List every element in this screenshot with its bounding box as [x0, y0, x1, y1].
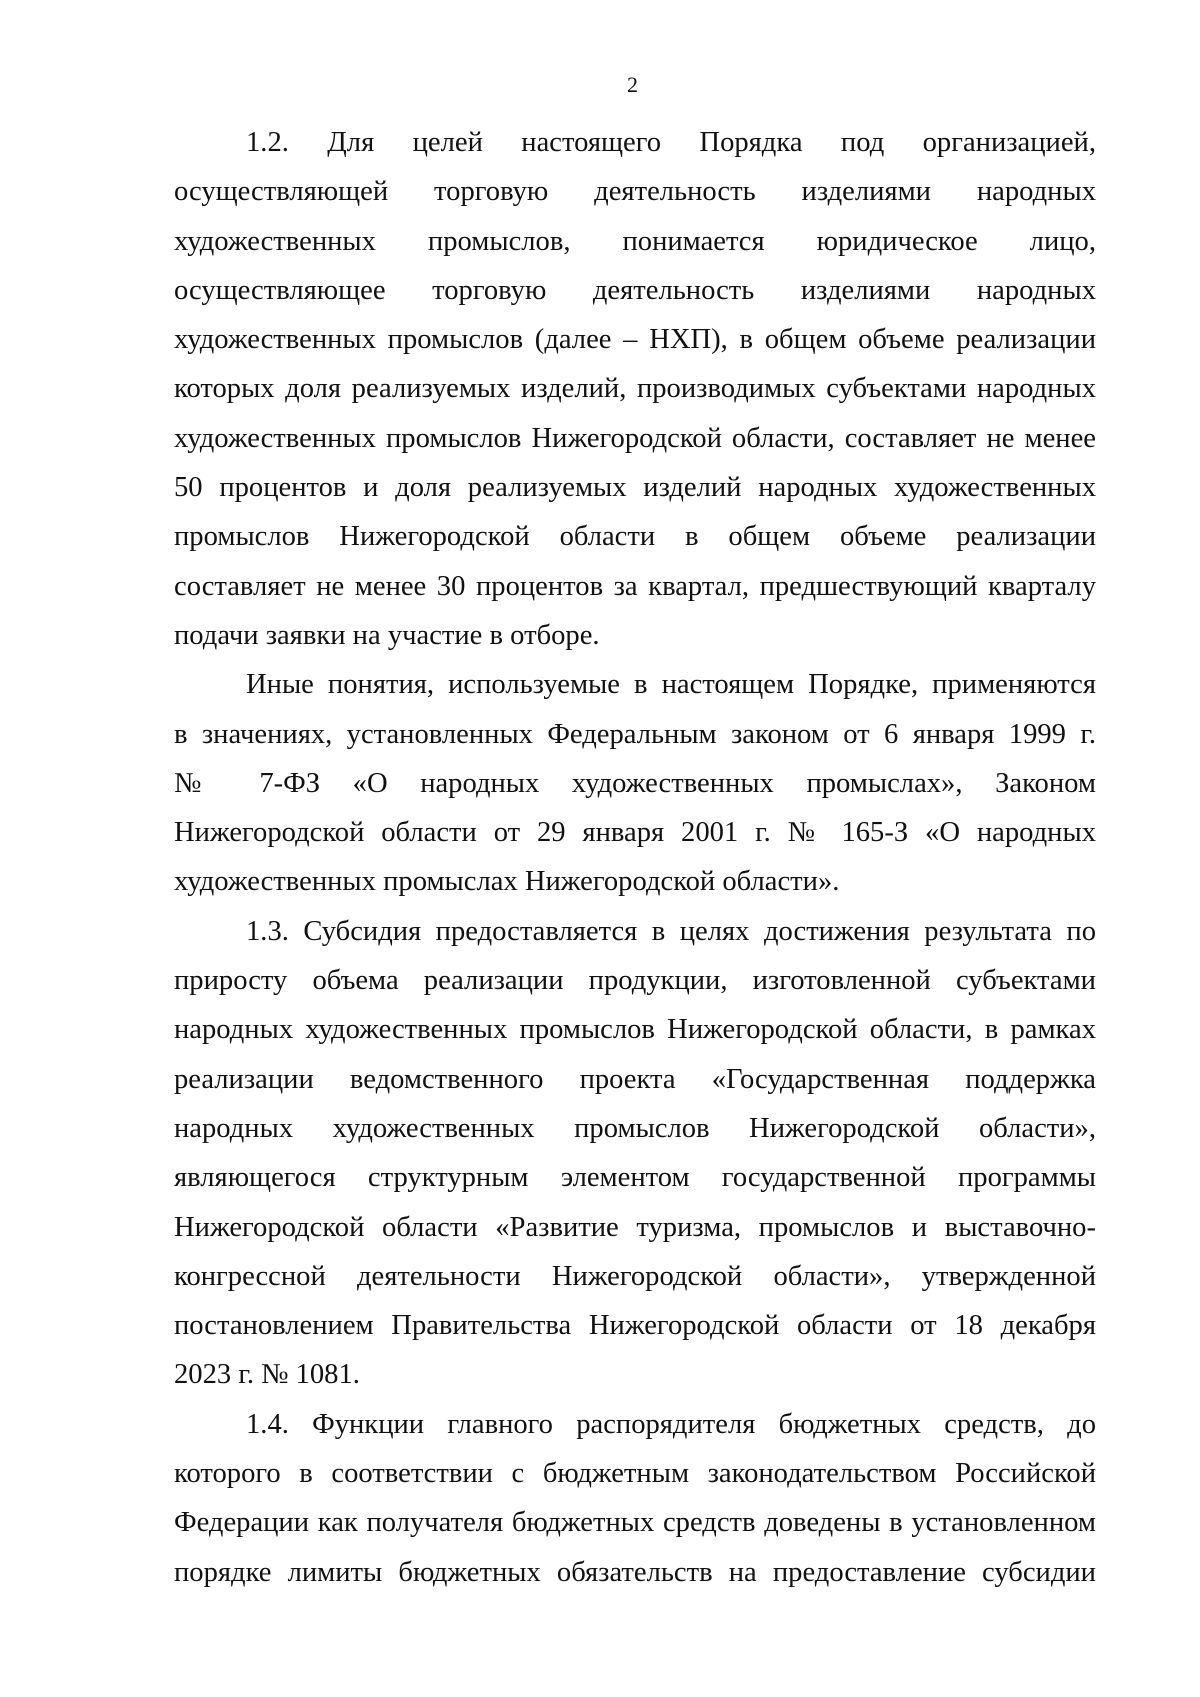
text-line: 2023 г. № 1081. — [174, 1359, 360, 1391]
text-line: Федерации как получателя бюджетных средств доведены в установленном — [174, 1507, 1096, 1539]
document-body — [174, 118, 1096, 1597]
text-line: составляет не менее 30 процентов за квартал, предшествующий кварталу — [174, 570, 1096, 602]
text-line: конгрессной деятельности Нижегородской области», утвержденной — [174, 1260, 1096, 1292]
text-line: 50 процентов и доля реализуемых изделий народных художественных — [174, 472, 1096, 504]
text-line: художественных промыслов Нижегородской области, составляет не менее — [174, 422, 1096, 454]
text-line: приросту объема реализации продукции, изготовленной субъектами — [174, 965, 1096, 997]
text-line: реализации ведомственного проекта «Государственная поддержка — [174, 1063, 1096, 1095]
paragraph-definitions — [174, 660, 1096, 906]
text-line: в значениях, установленных Федеральным законом от 6 января 1999 г. — [174, 718, 1096, 750]
paragraph-1-2 — [174, 118, 1096, 660]
text-line: подачи заявки на участие в отборе. — [174, 619, 600, 651]
text-line: народных художественных промыслов Нижегородской области», — [174, 1112, 1096, 1144]
text-line: которых доля реализуемых изделий, производимых субъектами народных — [174, 373, 1096, 405]
text-line: Иные понятия, используемые в настоящем Порядке, применяются — [246, 669, 1096, 701]
text-line: народных художественных промыслов Нижегородской области, в рамках — [174, 1014, 1096, 1046]
text-line: Нижегородской области «Развитие туризма, промыслов и выставочно- — [174, 1211, 1096, 1243]
paragraph-1-4 — [174, 1400, 1096, 1597]
text-line: осуществляющей торговую деятельность изделиями народных — [174, 176, 1096, 208]
text-line: № 7-ФЗ «О народных художественных промыслах», Законом — [174, 767, 1096, 799]
text-line: художественных промыслов, понимается юридическое лицо, — [174, 225, 1096, 257]
text-line: художественных промыслах Нижегородской области». — [174, 866, 840, 898]
text-line: художественных промыслов (далее – НХП), в общем объеме реализации — [174, 324, 1096, 356]
text-line: которого в соответствии с бюджетным законодательством Российской — [174, 1458, 1096, 1490]
text-line: промыслов Нижегородской области в общем объеме реализации — [174, 521, 1096, 553]
text-line: 1.3. Субсидия предоставляется в целях достижения результата по — [246, 915, 1096, 947]
text-line: Нижегородской области от 29 января 2001 г. № 165-З «О народных — [174, 817, 1096, 849]
text-line: 1.2. Для целей настоящего Порядка под организацией, — [246, 127, 1096, 158]
text-line: осуществляющее торговую деятельность изделиями народных — [174, 274, 1096, 306]
text-line: порядке лимиты бюджетных обязательств на предоставление субсидии — [174, 1556, 1096, 1588]
page-number: 2 — [627, 72, 638, 97]
text-line: 1.4. Функции главного распорядителя бюджетных средств, до — [246, 1408, 1096, 1440]
paragraph-1-3 — [174, 907, 1096, 1400]
text-line: являющегося структурным элементом государственной программы — [174, 1162, 1096, 1194]
text-line: постановлением Правительства Нижегородской области от 18 декабря — [174, 1310, 1096, 1342]
